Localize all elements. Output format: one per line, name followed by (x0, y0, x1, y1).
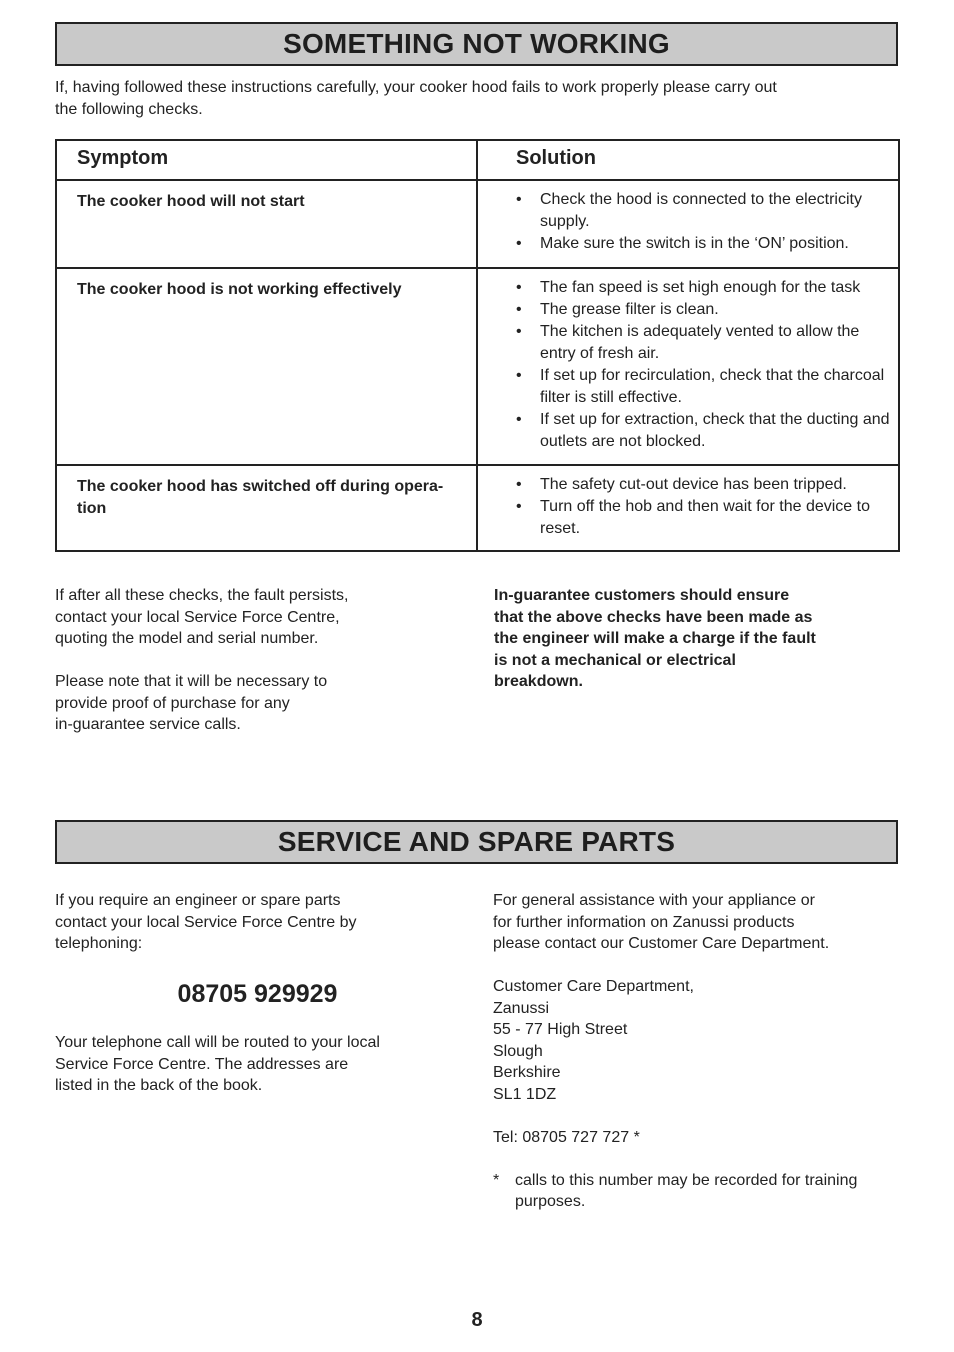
text-line: in-guarantee service calls. (55, 716, 241, 733)
text-line: For general assistance with your appliance or (493, 892, 815, 909)
troubleshooting-table (55, 139, 900, 552)
footnote-marker: * (493, 1171, 500, 1189)
text-line: the engineer will make a charge if the fault (494, 630, 816, 647)
footnote (493, 1170, 893, 1213)
guarantee-notice (494, 585, 894, 693)
text-line: please contact our Customer Care Department. (493, 935, 830, 952)
solution-cell (477, 268, 899, 465)
text-line: breakdown. (494, 673, 583, 690)
solution-cell (477, 180, 899, 268)
customer-care-address (493, 976, 893, 1105)
table-header-row (56, 140, 899, 180)
solution-item: • The safety cut-out device has been tripped. (516, 474, 898, 496)
page-number: 8 (471, 1309, 483, 1331)
solution-item: • The fan speed is set high enough for the task (516, 277, 898, 299)
address-line: SL1 1DZ (493, 1085, 557, 1103)
service-phone-number: 08705 929929 (177, 980, 338, 1008)
symptom-cell: The cooker hood is not working effectively (56, 268, 477, 465)
address-line: Berkshire (493, 1064, 561, 1081)
intro-line: the following checks. (55, 100, 203, 118)
footnote-text: calls to this number may be recorded for training purposes. (515, 1171, 858, 1210)
text-line: Your telephone call will be routed to your local (55, 1034, 380, 1051)
address-line: Customer Care Department, (493, 978, 694, 995)
solution-item: • Turn off the hob and then wait for the device to reset. (516, 496, 898, 540)
text-line: In-guarantee customers should ensure (494, 587, 790, 604)
fault-persists-text (55, 585, 455, 736)
address-line: Zanussi (493, 999, 550, 1017)
solution-item: • Check the hood is connected to the electricity supply. (516, 189, 898, 233)
text-line: contact your local Service Force Centre, (55, 608, 340, 626)
text-line: that the above checks have been made as (494, 608, 813, 626)
address-line: Slough (493, 1042, 543, 1060)
intro-text (55, 77, 900, 120)
symptom-cell: The cooker hood has switched off during opera-tion (56, 465, 477, 551)
customer-care-text (493, 890, 893, 1213)
text-line: listed in the back of the book. (55, 1077, 263, 1094)
solution-item: • If set up for extraction, check that the ducting and outlets are not blocked. (516, 409, 898, 453)
text-line: is not a mechanical or electrical (494, 651, 736, 669)
text-line: for further information on Zanussi products (493, 913, 795, 931)
section-title-something-not-working: SOMETHING NOT WORKING (55, 22, 898, 66)
text-line: telephoning: (55, 935, 143, 952)
customer-care-telephone: Tel: 08705 727 727 * (493, 1128, 640, 1146)
intro-line: If, having followed these instructions carefully, your cooker hood fails to work properly please carry out (55, 79, 777, 96)
column-header-symptom: Symptom (56, 140, 477, 180)
table-row (56, 465, 899, 551)
column-header-solution: Solution (477, 140, 899, 180)
text-line: contact your local Service Force Centre by (55, 913, 357, 931)
solution-item: • The kitchen is adequately vented to allow the entry of fresh air. (516, 321, 898, 365)
symptom-cell: The cooker hood will not start (56, 180, 477, 268)
solution-item: • The grease filter is clean. (516, 299, 898, 321)
text-line: If after all these checks, the fault persists, (55, 587, 349, 604)
text-line: If you require an engineer or spare parts (55, 892, 341, 909)
solution-item: • Make sure the switch is in the ‘ON’ position. (516, 233, 898, 255)
text-line: Please note that it will be necessary to (55, 673, 328, 690)
service-intro-text (55, 890, 460, 955)
text-line: provide proof of purchase for any (55, 694, 290, 712)
address-line: 55 - 77 High Street (493, 1021, 628, 1038)
service-outro-text (55, 1032, 460, 1097)
table-row (56, 268, 899, 465)
text-line: Service Force Centre. The addresses are (55, 1055, 349, 1073)
solution-cell (477, 465, 899, 551)
table-row (56, 180, 899, 268)
section-title-service-and-spare-parts: SERVICE AND SPARE PARTS (55, 820, 898, 864)
text-line: quoting the model and serial number. (55, 630, 319, 647)
solution-item: • If set up for recirculation, check that the charcoal filter is still effective. (516, 365, 898, 409)
